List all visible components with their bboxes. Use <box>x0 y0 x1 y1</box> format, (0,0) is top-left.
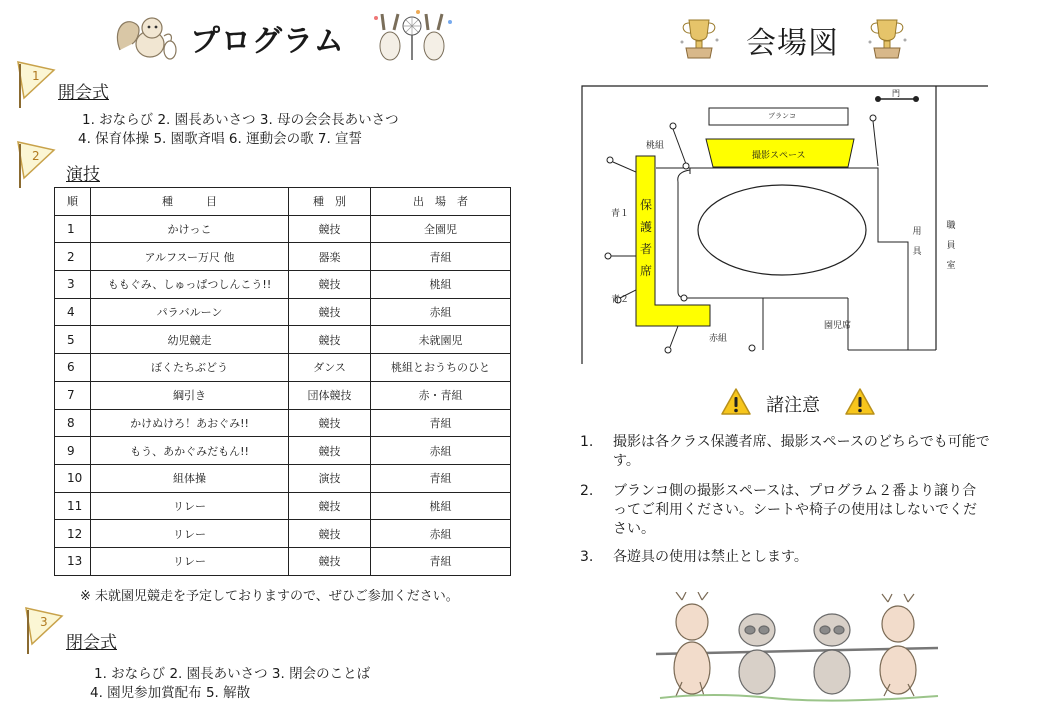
row-event: リレー <box>91 520 289 548</box>
map-swing-label: ブランコ <box>768 112 796 120</box>
venue-map <box>578 82 992 364</box>
map-photo-space-label: 撮影スペース <box>752 151 806 161</box>
row-category: 競技 <box>289 492 371 520</box>
row-event: パラバルーン <box>91 298 289 326</box>
row-number: 11 <box>55 492 91 520</box>
tug-of-war-illustration <box>652 592 942 704</box>
table-row <box>55 437 511 465</box>
warning-icon <box>720 387 752 420</box>
map-aka-label: 赤組 <box>709 334 728 344</box>
note-item-2 <box>580 482 1000 542</box>
closing-line-1: 1. おならび 2. 園長あいさつ 3. 閉会のことば <box>94 666 371 682</box>
row-participants: 全園児 <box>371 215 511 243</box>
row-number: 12 <box>55 520 91 548</box>
row-category: 競技 <box>289 271 371 299</box>
note-number: 2. <box>580 483 594 499</box>
opening-ceremony-title: 開会式 <box>58 83 109 103</box>
note-text: 各遊具の使用は禁止とします。 <box>613 549 808 565</box>
svg-text:1: 1 <box>32 69 40 83</box>
header-participants: 出 場 者 <box>371 188 511 216</box>
row-event: 幼児競走 <box>91 326 289 354</box>
trophy-icon <box>674 12 724 62</box>
table-row <box>55 464 511 492</box>
row-category: 競技 <box>289 409 371 437</box>
svg-text:2: 2 <box>32 149 40 163</box>
header-order: 順 <box>55 188 91 216</box>
row-number: 4 <box>55 298 91 326</box>
program-title: プログラム <box>190 24 345 59</box>
flag-1-icon <box>14 58 58 110</box>
header-event: 種 目 <box>91 188 289 216</box>
row-number: 6 <box>55 354 91 382</box>
row-category: 競技 <box>289 520 371 548</box>
note-text: ブランコ側の撮影スペースは、プログラム２番より譲り合ってご利用ください。シートや椅子の使用はしないでください。 <box>613 483 977 537</box>
row-event: ももぐみ、しゅっぱつしんこう!! <box>91 271 289 299</box>
opening-line-1: 1. おならび 2. 園長あいさつ 3. 母の会会長あいさつ <box>82 112 399 128</box>
row-category: 団体競技 <box>289 381 371 409</box>
row-event: リレー <box>91 492 289 520</box>
row-number: 2 <box>55 243 91 271</box>
note-number: 1. <box>580 434 594 450</box>
note-number: 3. <box>580 549 594 565</box>
table-row <box>55 520 511 548</box>
row-participants: 青組 <box>371 243 511 271</box>
header-category: 種 別 <box>289 188 371 216</box>
table-row <box>55 547 511 575</box>
row-event: ぼくたちぶどう <box>91 354 289 382</box>
table-row <box>55 381 511 409</box>
row-participants: 青組 <box>371 409 511 437</box>
note-text: 撮影は各クラス保護者席、撮影スペースのどちらでも可能です。 <box>613 434 990 469</box>
table-row <box>55 326 511 354</box>
table-row <box>55 243 511 271</box>
bunnies-illustration <box>368 8 458 68</box>
warning-icon <box>844 387 876 420</box>
row-participants: 赤組 <box>371 520 511 548</box>
closing-line-2: 4. 園児参加賞配布 5. 解散 <box>90 685 251 701</box>
row-number: 7 <box>55 381 91 409</box>
row-event: かけぬけろ！あおぐみ!! <box>91 409 289 437</box>
performances-title: 演技 <box>66 165 100 185</box>
performances-note: ※ 未就園児競走を予定しておりますので、ぜひご参加ください。 <box>80 589 459 604</box>
venue-title: 会場図 <box>746 26 839 61</box>
row-participants: 桃組 <box>371 492 511 520</box>
table-row <box>55 271 511 299</box>
row-number: 5 <box>55 326 91 354</box>
row-participants: 青組 <box>371 547 511 575</box>
map-staff-room-label: 職 員 室 <box>946 221 956 271</box>
row-event: かけっこ <box>91 215 289 243</box>
table-row <box>55 215 511 243</box>
table-header-row <box>55 188 511 216</box>
row-number: 13 <box>55 547 91 575</box>
row-number: 8 <box>55 409 91 437</box>
map-ao1-label: 青１ <box>611 209 630 219</box>
map-equipment-label: 用 具 <box>912 227 922 257</box>
row-category: 競技 <box>289 547 371 575</box>
row-participants: 桃組とおうちのひと <box>371 354 511 382</box>
row-participants: 青組 <box>371 464 511 492</box>
row-event: 組体操 <box>91 464 289 492</box>
row-number: 10 <box>55 464 91 492</box>
table-row <box>55 354 511 382</box>
map-ao2-label: 青２ <box>611 295 630 305</box>
row-category: 競技 <box>289 298 371 326</box>
row-category: ダンス <box>289 354 371 382</box>
program-table <box>54 187 511 576</box>
map-children-seats-label: 園児席 <box>824 321 852 331</box>
row-number: 1 <box>55 215 91 243</box>
closing-ceremony-title: 閉会式 <box>66 633 117 653</box>
row-category: 競技 <box>289 437 371 465</box>
note-item-1 <box>580 433 1000 473</box>
squirrel-illustration <box>112 10 178 64</box>
svg-text:3: 3 <box>40 615 48 629</box>
map-gate-label: 門 <box>892 89 900 98</box>
row-category: 競技 <box>289 326 371 354</box>
row-participants: 未就園児 <box>371 326 511 354</box>
row-participants: 赤組 <box>371 298 511 326</box>
row-event: アルフスー万尺 他 <box>91 243 289 271</box>
row-number: 9 <box>55 437 91 465</box>
row-category: 器楽 <box>289 243 371 271</box>
row-event: もう、あかぐみだもん!! <box>91 437 289 465</box>
table-row <box>55 409 511 437</box>
row-number: 3 <box>55 271 91 299</box>
flag-3-icon <box>22 604 66 656</box>
notes-title: 諸注意 <box>766 395 820 416</box>
table-row <box>55 492 511 520</box>
note-item-3 <box>580 548 1000 570</box>
table-row <box>55 298 511 326</box>
row-participants: 赤組 <box>371 437 511 465</box>
row-category: 演技 <box>289 464 371 492</box>
row-participants: 赤・青組 <box>371 381 511 409</box>
row-event: 綱引き <box>91 381 289 409</box>
flag-2-icon <box>14 138 58 190</box>
row-category: 競技 <box>289 215 371 243</box>
opening-line-2: 4. 保育体操 5. 園歌斉唱 6. 運動会の歌 7. 宣誓 <box>78 131 363 147</box>
map-guardian-seats-label: 保 護 者 席 <box>639 198 652 278</box>
row-event: リレー <box>91 547 289 575</box>
map-momo-label: 桃組 <box>646 141 665 151</box>
row-participants: 桃組 <box>371 271 511 299</box>
trophy-icon <box>862 12 912 62</box>
